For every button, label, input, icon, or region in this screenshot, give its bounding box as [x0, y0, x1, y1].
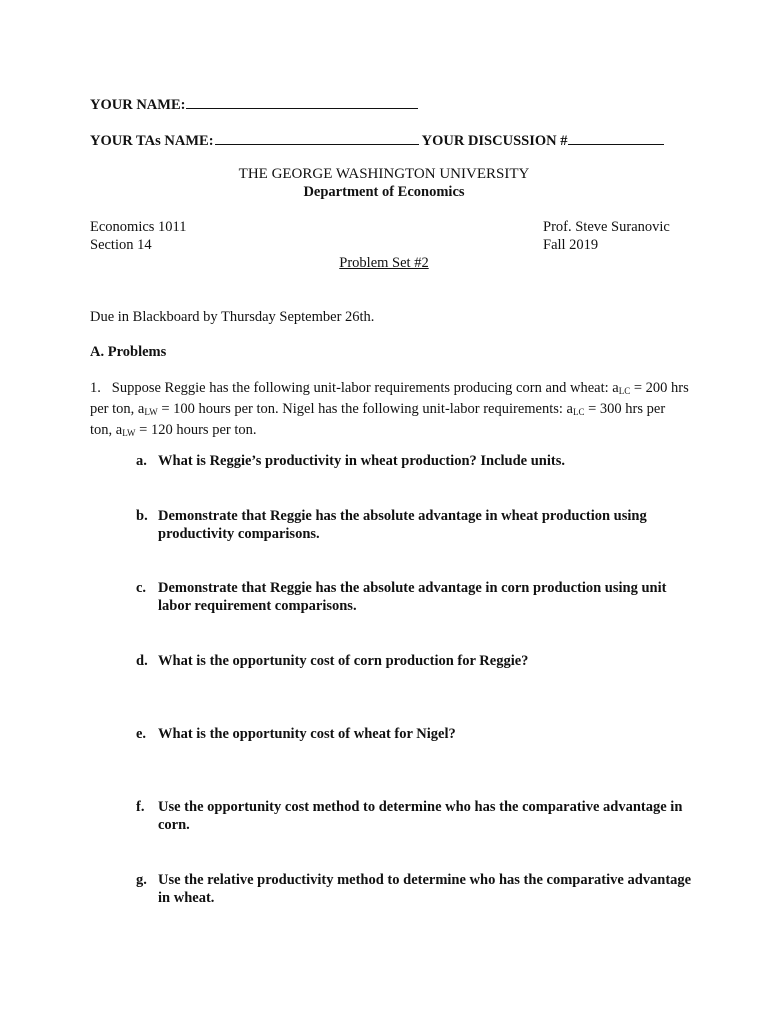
question-c	[136, 579, 696, 615]
discussion-blank[interactable]	[568, 130, 664, 145]
course-name: Economics 1011	[90, 219, 187, 235]
question-g	[136, 871, 696, 907]
problem-1-intro: Suppose Reggie has the following unit-labor requirements producing corn and wheat: a	[111, 380, 619, 396]
problem-1-nigel: = 100 hours per ton. Nigel has the following unit-labor requirements: a	[157, 401, 573, 417]
subscript-lc: LC	[618, 386, 631, 396]
subscript-lc: LC	[572, 407, 585, 417]
question-letter: d.	[136, 653, 148, 669]
question-letter: f.	[136, 799, 145, 815]
question-letter: e.	[136, 726, 147, 742]
name-field-row	[90, 94, 418, 114]
problem-1-number: 1.	[90, 380, 101, 396]
question-text: Demonstrate that Reggie has the absolute advantage in corn production using unit labor requirement comparisons.	[158, 580, 667, 614]
question-text: Use the relative productivity method to determine who has the comparative advantage in wheat.	[158, 872, 692, 906]
university-title: THE GEORGE WASHINGTON UNIVERSITY	[238, 166, 530, 182]
problem-1-eq-2: = 300 hrs per ton, a	[90, 401, 666, 438]
ta-field-row	[90, 130, 664, 150]
question-letter: a.	[136, 453, 147, 469]
question-f	[136, 798, 696, 834]
name-label: YOUR NAME:	[90, 97, 186, 113]
name-blank[interactable]	[186, 94, 418, 109]
question-text: What is Reggie’s productivity in wheat production? Include units.	[158, 453, 565, 469]
question-letter: c.	[136, 580, 147, 596]
assignment-title: Problem Set #2	[339, 255, 429, 271]
question-letter: b.	[136, 508, 148, 524]
question-text: Demonstrate that Reggie has the absolute advantage in wheat production using productivity comparisons.	[158, 508, 647, 542]
subscript-lw: LW	[144, 407, 158, 417]
subscript-lw: LW	[122, 428, 136, 438]
professor-name: Prof. Steve Suranovic	[543, 219, 670, 235]
question-text: What is the opportunity cost of corn production for Reggie?	[158, 653, 529, 669]
ta-label: YOUR TAs NAME:	[90, 133, 214, 149]
question-d	[136, 652, 696, 670]
question-a	[136, 452, 696, 470]
question-text: Use the opportunity cost method to determine who has the comparative advantage in corn.	[158, 799, 683, 833]
question-text: What is the opportunity cost of wheat for Nigel?	[158, 726, 456, 742]
ta-blank[interactable]	[215, 130, 419, 145]
course-section: Section 14	[90, 237, 152, 253]
due-text: Due in Blackboard by Thursday September 26th.	[90, 309, 375, 325]
course-term: Fall 2019	[543, 237, 599, 253]
problem-1-text	[90, 379, 690, 442]
discussion-label: YOUR DISCUSSION #	[421, 133, 568, 149]
question-e	[136, 725, 696, 743]
department-title: Department of Economics	[303, 184, 465, 200]
problem-1-eq: = 200 hrs per ton, a	[90, 380, 689, 417]
question-letter: g.	[136, 872, 147, 888]
section-heading: A. Problems	[90, 344, 167, 360]
question-b	[136, 507, 696, 543]
problem-1-end: = 120 hours per ton.	[135, 422, 257, 438]
